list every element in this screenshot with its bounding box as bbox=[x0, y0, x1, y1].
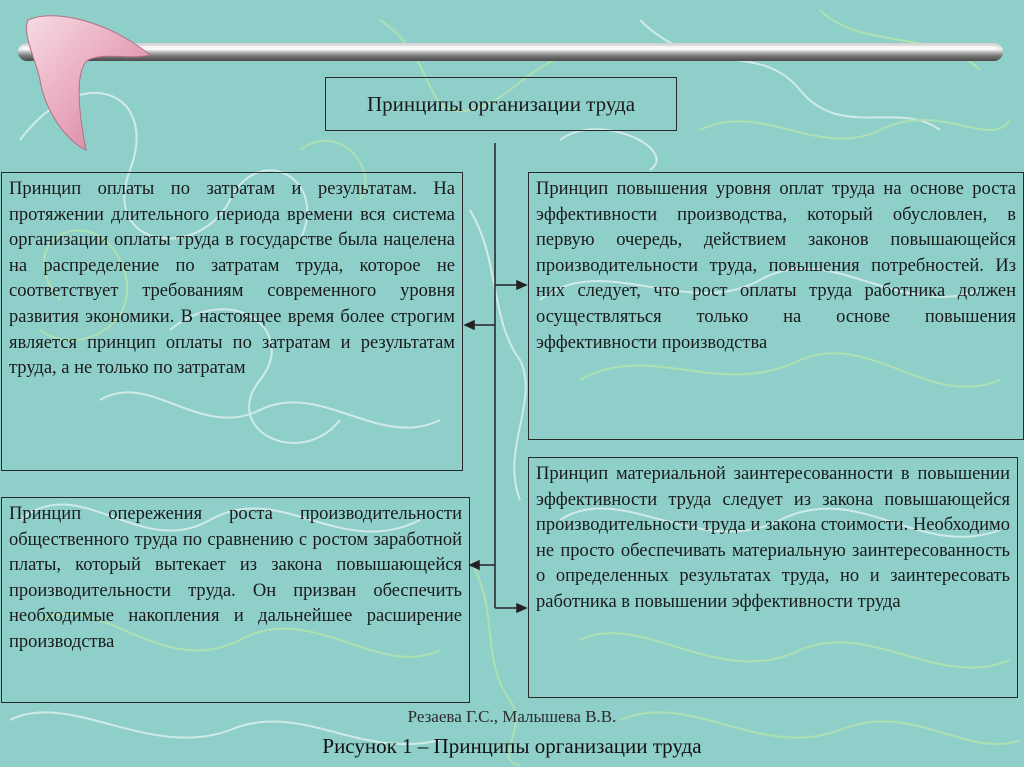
arrow-icon bbox=[465, 321, 474, 329]
principle-box-productivity-growth: Принцип опережения роста производительности общественного труда по сравнению с ростом заработной платы, который вытекает из закона повышающейся производительности труда. Он призван обеспечить необходимые накопления и дальнейшее расширение производства bbox=[1, 497, 470, 703]
arrow-icon bbox=[517, 281, 526, 289]
figure-caption: Рисунок 1 – Принципы организации труда bbox=[322, 734, 702, 758]
arrow-icon bbox=[517, 604, 526, 612]
diagram-title: Принципы организации труда bbox=[325, 77, 677, 131]
authors: Резаева Г.С., Малышева В.В. bbox=[407, 707, 617, 726]
principle-box-wage-level: Принцип повышения уровня оплат труда на основе роста эффективности производства, который обусловлен, в первую очередь, действием законов повышающейся производительности труда, повышения потребностей. Из них следует, что рост оплаты труда работника должен осуществляться только на основе повышения эффективности производства bbox=[528, 172, 1024, 440]
principle-box-material-interest: Принцип материальной заинтересованности в повышении эффективности труда следует из закона повышающейся производительности труда и закона стоимости. Необходимо не просто обеспечивать материальную заинтересованность о определенных результатах труда, но и заинтересовать работника в повышении эффективности труда bbox=[528, 457, 1018, 698]
principle-box-cost-results: Принцип оплаты по затратам и результатам. На протяжении длительного периода времени вся система организации оплаты труда в государстве была нацелена на распределение по затратам труда, которое не соответствует требованиям современного уровня развития экономики. В настоящее время более строгим является принцип оплаты по затратам и результатам труда, а не только по затратам bbox=[1, 172, 463, 471]
arrow-icon bbox=[470, 561, 479, 569]
